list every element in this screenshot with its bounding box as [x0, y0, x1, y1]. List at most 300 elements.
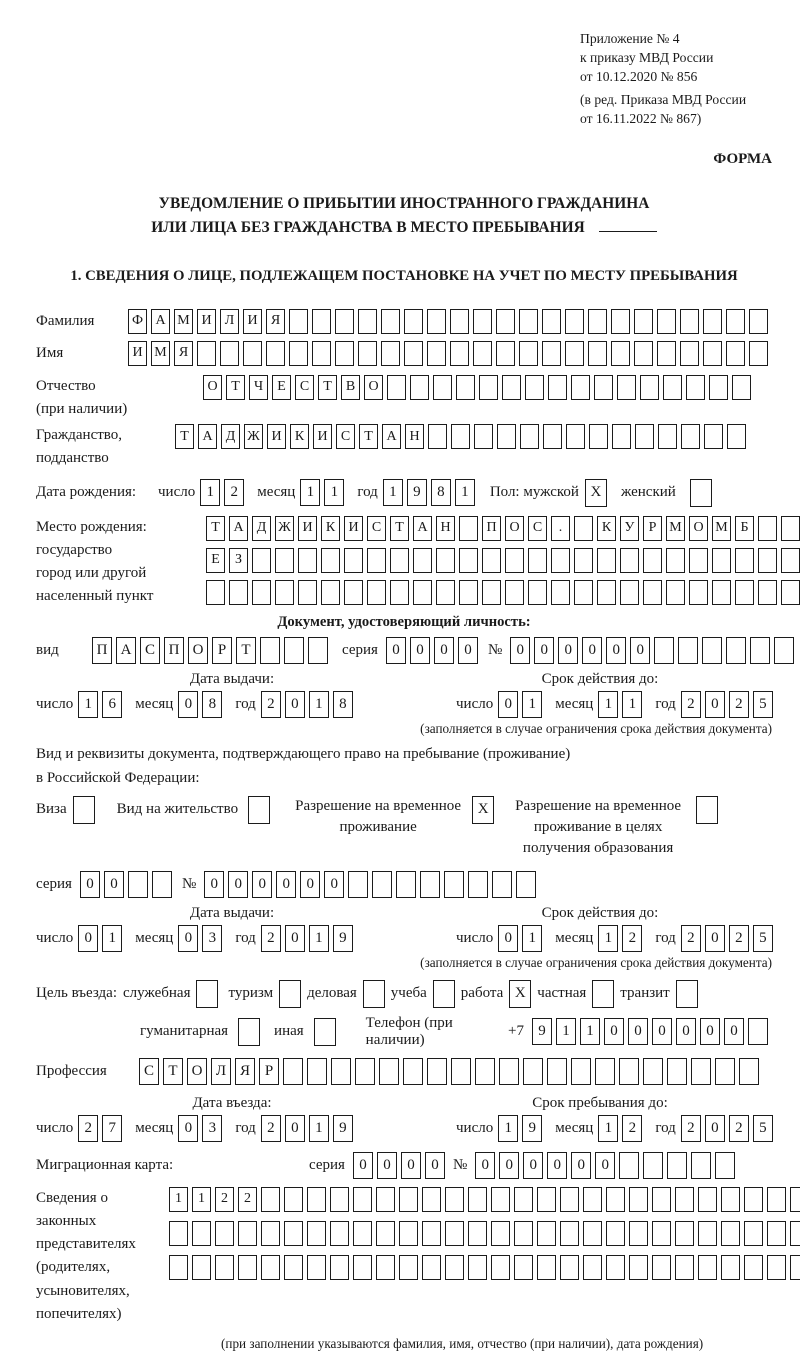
char-box[interactable]: [528, 548, 547, 573]
char-box[interactable]: 6: [102, 691, 122, 718]
char-box[interactable]: [298, 548, 317, 573]
char-box[interactable]: [611, 309, 630, 334]
char-box[interactable]: [597, 548, 616, 573]
char-box[interactable]: [479, 375, 498, 400]
char-box[interactable]: [367, 580, 386, 605]
char-box[interactable]: [583, 1187, 602, 1212]
char-box[interactable]: [643, 1058, 663, 1085]
char-box[interactable]: .: [551, 516, 570, 541]
char-box[interactable]: [376, 1255, 395, 1280]
char-box[interactable]: 1: [192, 1187, 211, 1212]
char-box[interactable]: [537, 1187, 556, 1212]
char-box[interactable]: 0: [285, 691, 305, 718]
char-box[interactable]: Т: [206, 516, 225, 541]
char-box[interactable]: О: [188, 637, 208, 664]
char-box[interactable]: [243, 341, 262, 366]
char-box[interactable]: 0: [498, 925, 518, 952]
char-box[interactable]: [252, 580, 271, 605]
char-box[interactable]: [283, 1058, 303, 1085]
char-box[interactable]: Я: [174, 341, 193, 366]
char-box[interactable]: [709, 375, 728, 400]
char-box[interactable]: 2: [261, 1115, 281, 1142]
char-box[interactable]: [321, 580, 340, 605]
char-box[interactable]: [220, 341, 239, 366]
char-box[interactable]: [681, 424, 700, 449]
char-box[interactable]: 5: [753, 925, 773, 952]
char-box[interactable]: 0: [252, 871, 272, 898]
char-box[interactable]: [335, 309, 354, 334]
char-box[interactable]: [758, 580, 777, 605]
char-box[interactable]: С: [336, 424, 355, 449]
char-box[interactable]: [492, 871, 512, 898]
char-box[interactable]: 1: [78, 691, 98, 718]
char-box[interactable]: 0: [595, 1152, 615, 1179]
char-box[interactable]: [523, 1058, 543, 1085]
char-box[interactable]: [427, 309, 446, 334]
char-box[interactable]: [663, 375, 682, 400]
char-box[interactable]: [654, 637, 674, 664]
char-box[interactable]: Ж: [244, 424, 263, 449]
char-box[interactable]: [261, 1255, 280, 1280]
char-box[interactable]: Б: [735, 516, 754, 541]
char-box[interactable]: [307, 1058, 327, 1085]
char-box[interactable]: [652, 1255, 671, 1280]
char-box[interactable]: [403, 1058, 423, 1085]
char-box[interactable]: [658, 424, 677, 449]
char-box[interactable]: 0: [104, 871, 124, 898]
char-box[interactable]: [444, 871, 464, 898]
work-checkbox[interactable]: X: [509, 980, 531, 1008]
char-box[interactable]: [551, 548, 570, 573]
char-box[interactable]: Д: [252, 516, 271, 541]
char-box[interactable]: [547, 1058, 567, 1085]
tourism-checkbox[interactable]: [279, 980, 301, 1008]
sex-female-checkbox[interactable]: [690, 479, 712, 507]
char-box[interactable]: [413, 548, 432, 573]
char-box[interactable]: [643, 548, 662, 573]
char-box[interactable]: 1: [598, 925, 618, 952]
char-box[interactable]: 1: [169, 1187, 188, 1212]
char-box[interactable]: [335, 341, 354, 366]
char-box[interactable]: [396, 871, 416, 898]
other-checkbox[interactable]: [314, 1018, 336, 1046]
char-box[interactable]: 0: [630, 637, 650, 664]
char-box[interactable]: А: [229, 516, 248, 541]
char-box[interactable]: Р: [212, 637, 232, 664]
char-box[interactable]: 0: [324, 871, 344, 898]
char-box[interactable]: 1: [309, 1115, 329, 1142]
char-box[interactable]: [451, 424, 470, 449]
char-box[interactable]: [261, 1187, 280, 1212]
char-box[interactable]: [606, 1187, 625, 1212]
char-box[interactable]: С: [139, 1058, 159, 1085]
char-box[interactable]: 0: [475, 1152, 495, 1179]
char-box[interactable]: 0: [604, 1018, 624, 1045]
char-box[interactable]: [353, 1221, 372, 1246]
char-box[interactable]: [330, 1221, 349, 1246]
char-box[interactable]: 0: [178, 925, 198, 952]
char-box[interactable]: [735, 548, 754, 573]
char-box[interactable]: [652, 1221, 671, 1246]
char-box[interactable]: 1: [598, 1115, 618, 1142]
char-box[interactable]: [675, 1255, 694, 1280]
char-box[interactable]: [689, 580, 708, 605]
char-box[interactable]: [565, 341, 584, 366]
char-box[interactable]: 0: [705, 1115, 725, 1142]
char-box[interactable]: [427, 341, 446, 366]
char-box[interactable]: 0: [425, 1152, 445, 1179]
char-box[interactable]: [252, 548, 271, 573]
char-box[interactable]: 0: [700, 1018, 720, 1045]
char-box[interactable]: [619, 1152, 639, 1179]
char-box[interactable]: 0: [499, 1152, 519, 1179]
char-box[interactable]: [192, 1221, 211, 1246]
char-box[interactable]: [726, 309, 745, 334]
char-box[interactable]: С: [367, 516, 386, 541]
char-box[interactable]: 1: [598, 691, 618, 718]
char-box[interactable]: А: [116, 637, 136, 664]
char-box[interactable]: [634, 309, 653, 334]
char-box[interactable]: 2: [78, 1115, 98, 1142]
char-box[interactable]: [372, 871, 392, 898]
char-box[interactable]: [514, 1187, 533, 1212]
char-box[interactable]: [436, 580, 455, 605]
char-box[interactable]: [739, 1058, 759, 1085]
char-box[interactable]: [428, 424, 447, 449]
char-box[interactable]: [666, 548, 685, 573]
char-box[interactable]: 2: [224, 479, 244, 506]
study-checkbox[interactable]: [433, 980, 455, 1008]
char-box[interactable]: 0: [434, 637, 454, 664]
char-box[interactable]: Т: [175, 424, 194, 449]
char-box[interactable]: [666, 580, 685, 605]
char-box[interactable]: [381, 341, 400, 366]
char-box[interactable]: Т: [359, 424, 378, 449]
char-box[interactable]: 2: [681, 691, 701, 718]
char-box[interactable]: [611, 341, 630, 366]
char-box[interactable]: [496, 341, 515, 366]
char-box[interactable]: [505, 548, 524, 573]
char-box[interactable]: В: [341, 375, 360, 400]
char-box[interactable]: Я: [235, 1058, 255, 1085]
char-box[interactable]: [675, 1221, 694, 1246]
char-box[interactable]: И: [243, 309, 262, 334]
private-checkbox[interactable]: [592, 980, 614, 1008]
char-box[interactable]: [450, 341, 469, 366]
char-box[interactable]: [542, 309, 561, 334]
char-box[interactable]: 0: [534, 637, 554, 664]
char-box[interactable]: [543, 424, 562, 449]
char-box[interactable]: [519, 341, 538, 366]
char-box[interactable]: 2: [622, 925, 642, 952]
char-box[interactable]: 0: [300, 871, 320, 898]
char-box[interactable]: И: [197, 309, 216, 334]
char-box[interactable]: О: [689, 516, 708, 541]
char-box[interactable]: [652, 1187, 671, 1212]
char-box[interactable]: [514, 1255, 533, 1280]
char-box[interactable]: [634, 341, 653, 366]
char-box[interactable]: [758, 516, 777, 541]
temp-residence-checkbox[interactable]: X: [472, 796, 494, 824]
char-box[interactable]: [491, 1255, 510, 1280]
char-box[interactable]: 2: [622, 1115, 642, 1142]
char-box[interactable]: [491, 1187, 510, 1212]
char-box[interactable]: [620, 548, 639, 573]
char-box[interactable]: 8: [202, 691, 222, 718]
char-box[interactable]: [715, 1152, 735, 1179]
char-box[interactable]: 2: [261, 691, 281, 718]
char-box[interactable]: [468, 1187, 487, 1212]
char-box[interactable]: [698, 1221, 717, 1246]
char-box[interactable]: И: [128, 341, 147, 366]
char-box[interactable]: [721, 1255, 740, 1280]
char-box[interactable]: [381, 309, 400, 334]
char-box[interactable]: [433, 375, 452, 400]
char-box[interactable]: О: [364, 375, 383, 400]
char-box[interactable]: [589, 424, 608, 449]
char-box[interactable]: [456, 375, 475, 400]
char-box[interactable]: [548, 375, 567, 400]
char-box[interactable]: 0: [606, 637, 626, 664]
char-box[interactable]: [750, 637, 770, 664]
char-box[interactable]: Р: [259, 1058, 279, 1085]
char-box[interactable]: [260, 637, 280, 664]
char-box[interactable]: [475, 1058, 495, 1085]
char-box[interactable]: [376, 1221, 395, 1246]
char-box[interactable]: 1: [324, 479, 344, 506]
char-box[interactable]: [657, 309, 676, 334]
char-box[interactable]: [560, 1187, 579, 1212]
char-box[interactable]: 2: [729, 1115, 749, 1142]
char-box[interactable]: Р: [643, 516, 662, 541]
char-box[interactable]: 0: [285, 1115, 305, 1142]
char-box[interactable]: 1: [309, 691, 329, 718]
char-box[interactable]: [516, 871, 536, 898]
char-box[interactable]: [445, 1255, 464, 1280]
char-box[interactable]: [619, 1058, 639, 1085]
char-box[interactable]: [344, 580, 363, 605]
char-box[interactable]: [169, 1221, 188, 1246]
char-box[interactable]: [635, 424, 654, 449]
char-box[interactable]: [307, 1187, 326, 1212]
char-box[interactable]: [790, 1187, 800, 1212]
char-box[interactable]: [422, 1221, 441, 1246]
char-box[interactable]: 1: [522, 925, 542, 952]
char-box[interactable]: [502, 375, 521, 400]
char-box[interactable]: [704, 424, 723, 449]
char-box[interactable]: 0: [178, 691, 198, 718]
char-box[interactable]: [781, 548, 800, 573]
char-box[interactable]: А: [151, 309, 170, 334]
char-box[interactable]: [551, 580, 570, 605]
char-box[interactable]: [473, 341, 492, 366]
char-box[interactable]: [520, 424, 539, 449]
char-box[interactable]: 1: [102, 925, 122, 952]
char-box[interactable]: М: [712, 516, 731, 541]
residence-permit-checkbox[interactable]: [248, 796, 270, 824]
char-box[interactable]: [643, 580, 662, 605]
char-box[interactable]: [468, 1221, 487, 1246]
char-box[interactable]: [721, 1221, 740, 1246]
char-box[interactable]: 0: [386, 637, 406, 664]
char-box[interactable]: 0: [571, 1152, 591, 1179]
char-box[interactable]: 8: [333, 691, 353, 718]
char-box[interactable]: 2: [238, 1187, 257, 1212]
char-box[interactable]: [312, 309, 331, 334]
char-box[interactable]: [560, 1255, 579, 1280]
char-box[interactable]: 2: [681, 1115, 701, 1142]
char-box[interactable]: [308, 637, 328, 664]
char-box[interactable]: [566, 424, 585, 449]
char-box[interactable]: Д: [221, 424, 240, 449]
char-box[interactable]: 1: [309, 925, 329, 952]
char-box[interactable]: [497, 424, 516, 449]
char-box[interactable]: [474, 424, 493, 449]
char-box[interactable]: [519, 309, 538, 334]
char-box[interactable]: 0: [401, 1152, 421, 1179]
char-box[interactable]: [528, 580, 547, 605]
char-box[interactable]: 9: [333, 1115, 353, 1142]
char-box[interactable]: О: [505, 516, 524, 541]
char-box[interactable]: 0: [377, 1152, 397, 1179]
char-box[interactable]: [702, 637, 722, 664]
char-box[interactable]: 0: [510, 637, 530, 664]
char-box[interactable]: [169, 1255, 188, 1280]
char-box[interactable]: [238, 1221, 257, 1246]
char-box[interactable]: 0: [178, 1115, 198, 1142]
char-box[interactable]: 2: [261, 925, 281, 952]
char-box[interactable]: [266, 341, 285, 366]
char-box[interactable]: [680, 341, 699, 366]
char-box[interactable]: [657, 341, 676, 366]
char-box[interactable]: П: [164, 637, 184, 664]
char-box[interactable]: [358, 341, 377, 366]
char-box[interactable]: [594, 375, 613, 400]
char-box[interactable]: [571, 1058, 591, 1085]
char-box[interactable]: М: [666, 516, 685, 541]
char-box[interactable]: М: [174, 309, 193, 334]
char-box[interactable]: [643, 1152, 663, 1179]
char-box[interactable]: 1: [300, 479, 320, 506]
char-box[interactable]: П: [482, 516, 501, 541]
char-box[interactable]: [215, 1221, 234, 1246]
char-box[interactable]: [261, 1221, 280, 1246]
char-box[interactable]: [726, 341, 745, 366]
char-box[interactable]: Е: [272, 375, 291, 400]
char-box[interactable]: [680, 309, 699, 334]
char-box[interactable]: К: [290, 424, 309, 449]
char-box[interactable]: 3: [202, 1115, 222, 1142]
char-box[interactable]: [451, 1058, 471, 1085]
char-box[interactable]: Л: [211, 1058, 231, 1085]
char-box[interactable]: А: [382, 424, 401, 449]
char-box[interactable]: [410, 375, 429, 400]
char-box[interactable]: 0: [705, 691, 725, 718]
char-box[interactable]: [588, 341, 607, 366]
char-box[interactable]: Ф: [128, 309, 147, 334]
char-box[interactable]: 5: [753, 1115, 773, 1142]
char-box[interactable]: [790, 1221, 800, 1246]
char-box[interactable]: Т: [236, 637, 256, 664]
char-box[interactable]: 2: [729, 925, 749, 952]
char-box[interactable]: [376, 1187, 395, 1212]
char-box[interactable]: 9: [532, 1018, 552, 1045]
char-box[interactable]: [514, 1221, 533, 1246]
char-box[interactable]: 0: [285, 925, 305, 952]
char-box[interactable]: [712, 580, 731, 605]
char-box[interactable]: 0: [78, 925, 98, 952]
char-box[interactable]: [215, 1255, 234, 1280]
char-box[interactable]: [617, 375, 636, 400]
char-box[interactable]: И: [344, 516, 363, 541]
char-box[interactable]: О: [187, 1058, 207, 1085]
char-box[interactable]: [565, 309, 584, 334]
char-box[interactable]: [422, 1187, 441, 1212]
char-box[interactable]: [436, 548, 455, 573]
char-box[interactable]: [238, 1255, 257, 1280]
char-box[interactable]: [284, 637, 304, 664]
char-box[interactable]: [612, 424, 631, 449]
char-box[interactable]: Я: [266, 309, 285, 334]
char-box[interactable]: [404, 341, 423, 366]
visa-checkbox[interactable]: [73, 796, 95, 824]
char-box[interactable]: [399, 1221, 418, 1246]
char-box[interactable]: 9: [333, 925, 353, 952]
char-box[interactable]: И: [267, 424, 286, 449]
char-box[interactable]: [571, 375, 590, 400]
char-box[interactable]: 0: [410, 637, 430, 664]
char-box[interactable]: 9: [522, 1115, 542, 1142]
char-box[interactable]: [767, 1255, 786, 1280]
char-box[interactable]: [712, 548, 731, 573]
char-box[interactable]: [758, 548, 777, 573]
char-box[interactable]: [629, 1255, 648, 1280]
char-box[interactable]: [675, 1187, 694, 1212]
char-box[interactable]: М: [151, 341, 170, 366]
char-box[interactable]: 1: [622, 691, 642, 718]
char-box[interactable]: 0: [80, 871, 100, 898]
char-box[interactable]: 3: [202, 925, 222, 952]
char-box[interactable]: [606, 1255, 625, 1280]
char-box[interactable]: [721, 1187, 740, 1212]
char-box[interactable]: [404, 309, 423, 334]
char-box[interactable]: С: [528, 516, 547, 541]
char-box[interactable]: 1: [200, 479, 220, 506]
char-box[interactable]: 0: [276, 871, 296, 898]
char-box[interactable]: 2: [729, 691, 749, 718]
char-box[interactable]: 1: [580, 1018, 600, 1045]
char-box[interactable]: [640, 375, 659, 400]
char-box[interactable]: [473, 309, 492, 334]
char-box[interactable]: [703, 309, 722, 334]
char-box[interactable]: [537, 1255, 556, 1280]
char-box[interactable]: Л: [220, 309, 239, 334]
char-box[interactable]: [445, 1221, 464, 1246]
char-box[interactable]: [767, 1187, 786, 1212]
char-box[interactable]: 0: [458, 637, 478, 664]
char-box[interactable]: [689, 548, 708, 573]
char-box[interactable]: [781, 516, 800, 541]
char-box[interactable]: [128, 871, 148, 898]
char-box[interactable]: Н: [436, 516, 455, 541]
char-box[interactable]: [353, 1255, 372, 1280]
char-box[interactable]: [399, 1255, 418, 1280]
char-box[interactable]: О: [203, 375, 222, 400]
char-box[interactable]: [390, 548, 409, 573]
char-box[interactable]: [525, 375, 544, 400]
char-box[interactable]: [459, 580, 478, 605]
sex-male-checkbox[interactable]: X: [585, 479, 607, 507]
